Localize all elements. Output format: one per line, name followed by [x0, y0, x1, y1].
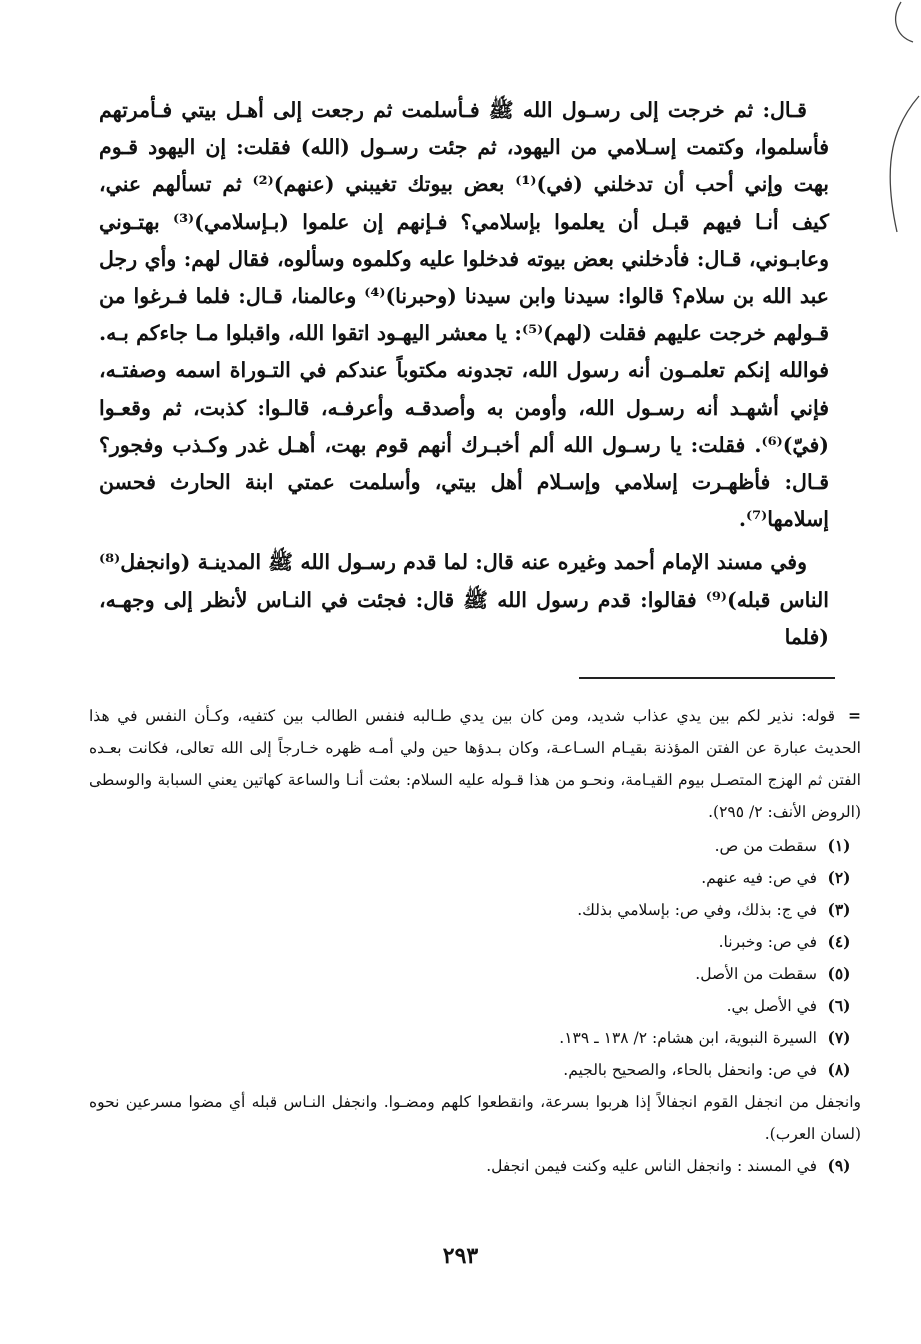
main-text — [99, 92, 829, 656]
footnote-text — [89, 1054, 817, 1086]
page-number: ٢٩٣ — [442, 1243, 479, 1269]
footnote-item-continuation: وانجفل من انجفل القوم انجفالاً إذا هربوا بسرعة، وانقطعوا كلهم ومضـوا. وانجفل النـاس قبله أي مضوا مسرعين نحوه (لسان العرب). — [89, 1093, 861, 1143]
footnote-text: في ج: بذلك، وفي ص: بإسلامي بذلك. — [577, 901, 817, 919]
footnote-number: (٣) — [827, 900, 851, 919]
footnote-continuation — [89, 700, 861, 828]
footnote-text-main: في ص: وانحفل بالحاء، والصحيح بالجيم. — [563, 1061, 817, 1079]
footnote-item — [89, 894, 861, 926]
footnote-item — [89, 830, 861, 862]
footnote-item — [89, 990, 861, 1022]
footnote-item — [89, 926, 861, 958]
footnote-item — [89, 862, 861, 894]
footnote-text: في الأصل بي. — [726, 997, 817, 1015]
main-paragraph-1: قـال: ثم خرجت إلى رسـول الله ﷺ فـأسلمت ثم رجعت إلى أهـل بيتي فـأمرتهم فأسلموا، وكتمت إسـلامي من اليهود، ثم جئت رسـول (الله) فقلت: إن اليهود قـوم بهت وإني أحب أن تدخلني (في)⁽¹⁾ بعض بيوتك تغيبني (عنهم)⁽²⁾ ثم تسألهم عني، كيف أنـا فيهم قبـل أن يعلموا بإسلامي؟ فـإنهم إن علموا (بـإسلامي)⁽³⁾ بهتـوني وعابـوني، قـال: فأدخلني بعض بيوته فدخلوا عليه وكلموه وسألوه، فقال لهم: وأي رجل عبد الله بن سلام؟ قالوا: سيدنا وابن سيدنا (وحبرنا)⁽⁴⁾ وعالمنا، قـال: فلما فـرغوا من قـولهم خرجت عليهم فقلت (لهم)⁽⁵⁾: يا معشر اليهـود اتقوا الله، واقبلوا مـا جاءكم بـه. فوالله إنكم تعلمـون أنه رسول الله، تجدونه مكتوباً عندكم في التـوراة اسمه وصفتـه، فإني أشهـد أنه رسـول الله، وأومن به وأصدقـه وأعرفـه، قالـوا: كذبت، ثم وقعـوا (فيّ)⁽⁶⁾. فقلت: يا رسـول الله ألم أخبـرك أنهم قوم بهت، أهـل غدر وكـذب وفجور؟ قـال: فأظهـرت إسلامي وإسـلام أهل بيتي، وأسلمت عمتي ابنة الحارث فحسن إسلامها⁽⁷⁾. — [99, 98, 829, 532]
footnote-list — [89, 830, 861, 1182]
footnote-number: (٧) — [827, 1028, 851, 1047]
scan-edge-mark — [861, 0, 921, 260]
footnote-number: (٦) — [827, 996, 851, 1015]
footnote-text: السيرة النبوية، ابن هشام: ٢/ ١٣٨ ـ ١٣٩. — [559, 1029, 817, 1047]
footnote-number: (٩) — [827, 1156, 851, 1175]
footnote-number: (٤) — [827, 932, 851, 951]
footnote-text: سقطت من الأصل. — [695, 965, 817, 983]
footnote-item — [89, 958, 861, 990]
footnote-text: سقطت من ص. — [714, 837, 817, 855]
continuation-text: قوله: نذير لكم بين يدي عذاب شديد، ومن كان بين يدي طـالبه فنفس الطالب بين كتفيه، وكـأن النفس في هذا الحديث عبارة عن الفتن المؤذنة بقيـام السـاعـة، وكان بـدؤها حين ولي أمـه ظهره خـارجاً إلى الله تعالى، فكانت بعـده الفتن ثم الهزج المتصـل بيوم القيـامة، ونحـو من هذا قـوله عليه السلام: بعثت أنـا والساعة كهاتين يعني السبابة والوسطى (الروض الأنف: ٢/ ٢٩٥). — [89, 707, 861, 821]
footnotes-section — [89, 700, 861, 1182]
footnote-number: (٥) — [827, 964, 851, 983]
footnote-item — [89, 1022, 861, 1054]
footnote-text: في ص: فيه عنهم. — [701, 869, 817, 887]
footnote-text: في ص: وخبرنا. — [718, 933, 817, 951]
footnote-number: (٢) — [827, 868, 851, 887]
footnote-number: (١) — [827, 836, 851, 855]
footnote-text: في المسند : وانجفل الناس عليه وكنت فيمن انجفل. — [486, 1157, 817, 1175]
footnote-item — [89, 1150, 861, 1182]
continuation-mark: = — [848, 706, 861, 725]
main-paragraph-2: وفي مسند الإمام أحمد وغيره عنه قال: لما قدم رسـول الله ﷺ المدينـة (وانجفل⁽⁸⁾ الناس قبله)⁽⁹⁾ فقالوا: قدم رسول الله ﷺ قال: فجئت في النـاس لأنظر إلى وجهـه، (فلما — [99, 550, 829, 649]
footnote-separator — [579, 677, 835, 679]
footnote-number: (٨) — [827, 1060, 851, 1079]
footnote-item — [89, 1054, 861, 1086]
